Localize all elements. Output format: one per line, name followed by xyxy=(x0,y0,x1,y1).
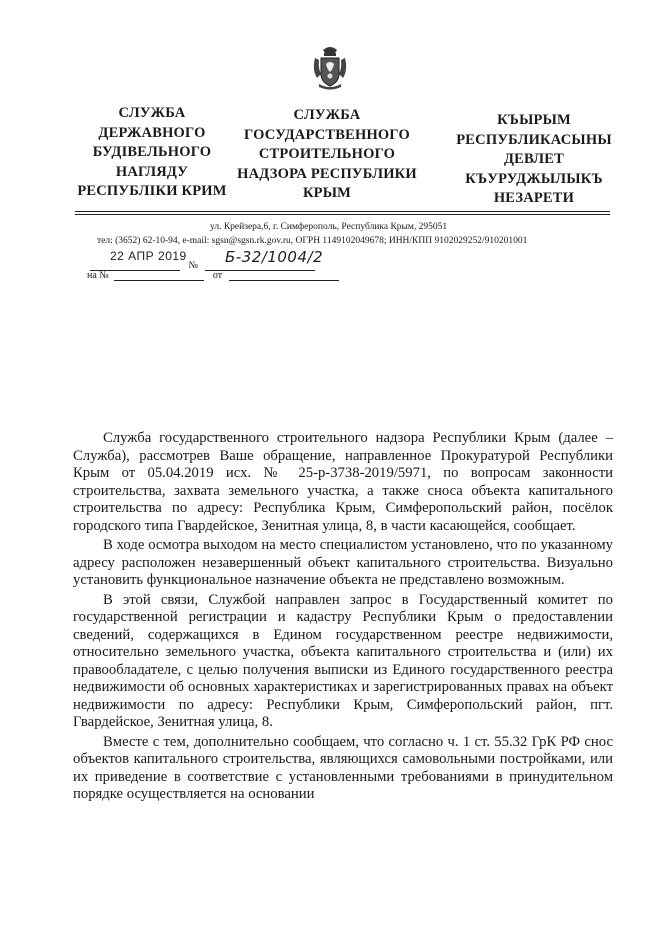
date-stamp: 22 АПР 2019 xyxy=(110,249,187,263)
crimea-coat-of-arms-icon xyxy=(311,44,349,92)
org-name-crimean-tatar: КЪЫРЫМ РЕСПУБЛИКАСЫНЫ ДЕВЛЕТ КЪУРУДЖЫЛЫКЪ НЕЗАРЕТИ xyxy=(456,112,612,206)
body-paragraph: В ходе осмотра выходом на место специалистом установлено, что по указанному адресу расположен незавершенный объект капитального строительства. Визуально установить функциональное назначение объекта не представлено возможным. xyxy=(73,537,613,588)
from-line xyxy=(229,280,339,281)
to-number-label: на № xyxy=(87,270,109,281)
org-name-ukrainian: СЛУЖБА ДЕРЖАВНОГО БУДІВЕЛЬНОГО НАГЛЯДУ РЕСПУБЛІКИ КРИМ xyxy=(77,105,227,199)
number-label: № xyxy=(188,260,199,271)
incoming-reference-row xyxy=(87,270,339,281)
org-address: ул. Крейзера,6, г. Симферополь, Республика Крым, 295051 xyxy=(210,222,448,232)
header-divider-thin xyxy=(75,214,610,215)
from-label: от xyxy=(212,270,223,281)
body-paragraph: Вместе с тем, дополнительно сообщаем, что согласно ч. 1 ст. 55.32 ГрК РФ снос объектов капитального строительства, являющихся самовольными постройками, или их приведение в соответствие с установленными требованиями в принудительном порядке осуществляется на основании xyxy=(73,733,613,802)
to-number-line xyxy=(114,280,204,281)
body-paragraph: Служба государственного строительного надзора Республики Крым (далее – Служба), рассмотрев Ваше обращение, направленное Прокуратурой Республики Крым от 05.04.2019 исх. № 25-р-3738-2019/5971, по вопросам законности строительства, захвата земельного участка, а также сноса объекта капитального строительства по адресу: Республика Крым, Симферопольский район, посёлок городского типа Гвардейское, Зенитная улица, 8, в части касающейся, сообщает. xyxy=(73,430,613,534)
body-paragraph: В этой связи, Службой направлен запрос в Государственный комитет по государственной регистрации и кадастру Республики Крым о предоставлении сведений, содержащихся в Едином государственном реестре недвижимости, относительно земельного участка, объекта капитального строительства и (или) их правообладателе, с целью получения выписки из Единого государственного реестра недвижимости об основных характеристиках и зарегистрированных правах на объект недвижимости по адресу: Республики Крым, Симферопольский район, пгт. Гвардейское, Зенитная улица, 8. xyxy=(73,591,613,730)
org-name-russian: СЛУЖБА ГОСУДАРСТВЕННОГО СТРОИТЕЛЬНОГО НАДЗОРА РЕСПУБЛИКИ КРЫМ xyxy=(237,107,417,201)
header-divider xyxy=(75,211,610,212)
outgoing-number: Б-32/1004/2 xyxy=(225,248,324,266)
letter-body xyxy=(73,430,613,804)
org-contacts: тел: (3652) 62-10-94, e-mail: sgsn@sgsn.rk.gov.ru, ОГРН 1149102049678; ИНН/КПП 9102029252/910201001 xyxy=(97,236,528,246)
